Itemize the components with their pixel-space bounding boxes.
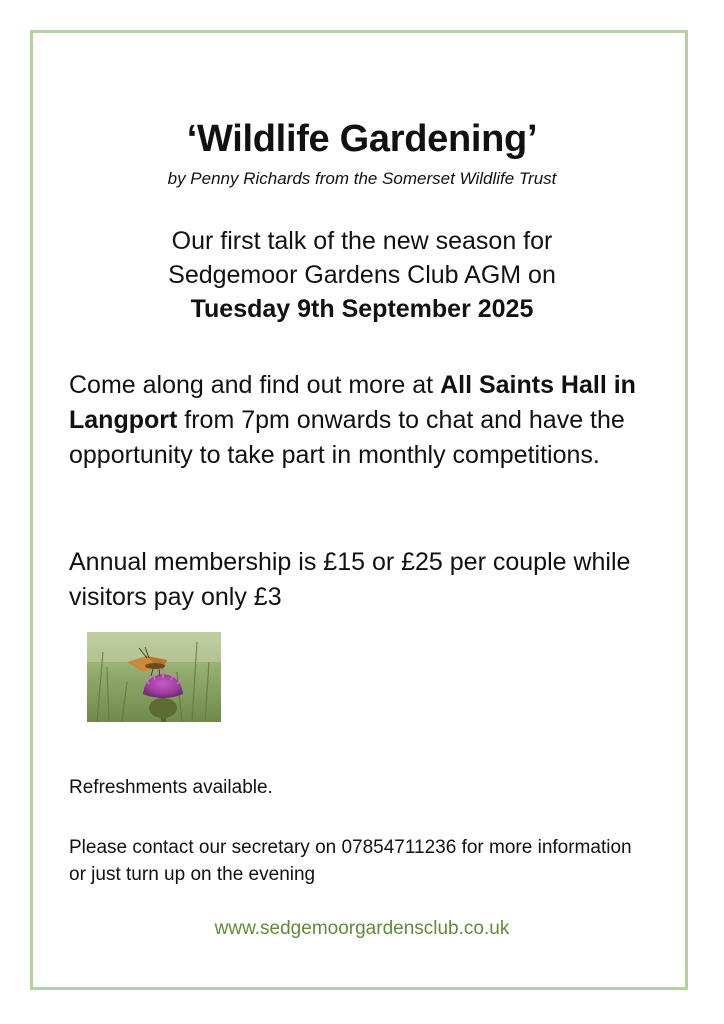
venue-paragraph-start: Come along and find out more at bbox=[69, 371, 441, 399]
intro-line-2: Sedgemoor Gardens Club AGM on bbox=[168, 261, 556, 289]
poster-title: ‘Wildlife Gardening’ bbox=[186, 118, 538, 160]
membership-paragraph: Annual membership is £15 or £25 per couple while visitors pay only £3 bbox=[69, 548, 631, 611]
event-date: Tuesday 9th September 2025 bbox=[190, 295, 534, 323]
refreshments-note: Refreshments available. bbox=[69, 777, 273, 798]
venue-paragraph bbox=[69, 368, 649, 473]
speaker-byline: by Penny Richards from the Somerset Wildlife Trust bbox=[167, 169, 557, 188]
butterfly-thistle-photo bbox=[87, 632, 221, 722]
venue-paragraph-end: from 7pm onwards to chat and have the opportunity to take part in monthly competitions. bbox=[69, 406, 625, 469]
website-link[interactable]: www.sedgemoorgardensclub.co.uk bbox=[214, 918, 510, 939]
intro-block bbox=[0, 224, 724, 326]
intro-line-1: Our first talk of the new season for bbox=[171, 227, 553, 255]
venue-name: All Saints Hall in Langport bbox=[69, 371, 636, 434]
contact-note: Please contact our secretary on 07854711236 for more information or just turn up on the evening bbox=[69, 837, 632, 885]
